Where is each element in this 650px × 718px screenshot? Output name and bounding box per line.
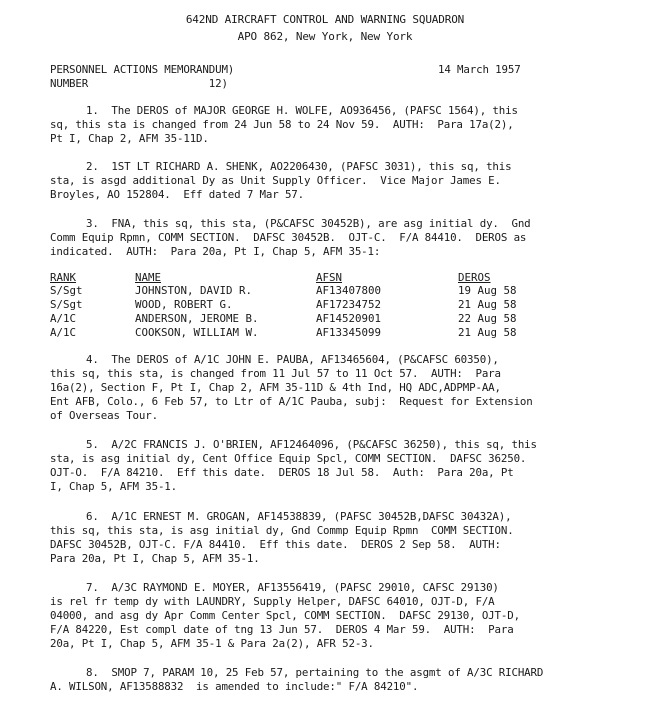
paragraph-line: Pt I, Chap 2, AFM 35-11D.: [50, 132, 209, 145]
paragraph-line: I, Chap 5, AFM 35-1.: [50, 480, 178, 493]
row-afsn: AF13345099: [316, 326, 382, 339]
paragraph-line: sq, this sta is changed from 24 Jun 58 to 24 Nov 59. AUTH: Para 17a(2),: [50, 118, 514, 131]
row-deros: 21 Aug 58: [458, 326, 517, 339]
memo-title-line2: NUMBER 12): [50, 77, 228, 90]
paragraph-line: 6. A/1C ERNEST M. GROGAN, AF14538839, (PAFSC 30452B,DAFSC 30432A),: [86, 510, 512, 523]
row-deros: 19 Aug 58: [458, 284, 517, 297]
paragraph-line: 1. The DEROS of MAJOR GEORGE H. WOLFE, AO936456, (PAFSC 1564), this: [86, 104, 518, 117]
column-header-rank: RANK: [50, 271, 77, 284]
paragraph-line: DAFSC 30452B, OJT-C. F/A 84410. Eff this date. DEROS 2 Sep 58. AUTH:: [50, 538, 501, 551]
paragraph-line: OJT-O. F/A 84210. Eff this date. DEROS 18 Jul 58. Auth: Para 20a, Pt: [50, 466, 514, 479]
paragraph-line: 5. A/2C FRANCIS J. O'BRIEN, AF12464096, (P&CAFSC 36250), this sq, this: [86, 438, 537, 451]
paragraph-line: A. WILSON, AF13588832 is amended to include:" F/A 84210".: [50, 680, 419, 693]
memo-title-line1: PERSONNEL ACTIONS MEMORANDUM): [50, 63, 235, 76]
paragraph-line: F/A 84220, Est compl date of tng 13 Jun 57. DEROS 4 Mar 59. AUTH: Para: [50, 623, 514, 636]
row-name: ANDERSON, JEROME B.: [135, 312, 259, 325]
paragraph-line: 2. 1ST LT RICHARD A. SHENK, AO2206430, (PAFSC 3031), this sq, this: [86, 160, 512, 173]
paragraph-line: this sq, this sta, is asg initial dy, Gnd Commp Equip Rpmn COMM SECTION.: [50, 524, 514, 537]
unit-heading: 642ND AIRCRAFT CONTROL AND WARNING SQUADRON: [185, 13, 465, 26]
row-deros: 21 Aug 58: [458, 298, 517, 311]
row-deros: 22 Aug 58: [458, 312, 517, 325]
memo-date: 14 March 1957: [438, 63, 521, 76]
paragraph-line: Broyles, AO 152804. Eff dated 7 Mar 57.: [50, 188, 305, 201]
paragraph-line: 4. The DEROS of A/1C JOHN E. PAUBA, AF13465604, (P&CAFSC 60350),: [86, 353, 499, 366]
paragraph-line: sta, is asg initial dy, Cent Office Equip Spcl, COMM SECTION. DAFSC 36250.: [50, 452, 527, 465]
row-name: COOKSON, WILLIAM W.: [135, 326, 259, 339]
paragraph-line: Comm Equip Rpmn, COMM SECTION. DAFSC 30452B. OJT-C. F/A 84410. DEROS as: [50, 231, 527, 244]
paragraph-line: is rel fr temp dy with LAUNDRY, Supply Helper, DAFSC 64010, OJT-D, F/A: [50, 595, 495, 608]
paragraph-line: sta, is asgd additional Dy as Unit Supply Officer. Vice Major James E.: [50, 174, 501, 187]
row-afsn: AF13407800: [316, 284, 382, 297]
paragraph-line: Ent AFB, Colo., 6 Feb 57, to Ltr of A/1C Pauba, subj: Request for Extension: [50, 395, 533, 408]
column-header-name: NAME: [135, 271, 162, 284]
row-name: JOHNSTON, DAVID R.: [135, 284, 253, 297]
row-rank: S/Sgt: [50, 298, 83, 311]
row-rank: A/1C: [50, 312, 77, 325]
paragraph-line: 16a(2), Section F, Pt I, Chap 2, AFM 35-11D & 4th Ind, HQ ADC,ADPMP-AA,: [50, 381, 501, 394]
column-header-afsn: AFSN: [316, 271, 343, 284]
paragraph-line: 8. SMOP 7, PARAM 10, 25 Feb 57, pertaining to the asgmt of A/3C RICHARD: [86, 666, 544, 679]
paragraph-line: this sq, this sta, is changed from 11 Jul 57 to 11 Oct 57. AUTH: Para: [50, 367, 501, 380]
paragraph-line: Para 20a, Pt I, Chap 5, AFM 35-1.: [50, 552, 260, 565]
paragraph-line: 7. A/3C RAYMOND E. MOYER, AF13556419, (PAFSC 29010, CAFSC 29130): [86, 581, 499, 594]
paragraph-line: indicated. AUTH: Para 20a, Pt I, Chap 5, AFM 35-1:: [50, 245, 381, 258]
paragraph-line: 20a, Pt I, Chap 5, AFM 35-1 & Para 2a(2), AFR 52-3.: [50, 637, 374, 650]
row-name: WOOD, ROBERT G.: [135, 298, 233, 311]
paragraph-line: 04000, and asg dy Apr Comm Center Spcl, COMM SECTION. DAFSC 29130, OJT-D,: [50, 609, 520, 622]
column-header-deros: DEROS: [458, 271, 491, 284]
row-rank: S/Sgt: [50, 284, 83, 297]
paragraph-line: 3. FNA, this sq, this sta, (P&CAFSC 30452B), are asg initial dy. Gnd: [86, 217, 531, 230]
row-afsn: AF14520901: [316, 312, 382, 325]
row-afsn: AF17234752: [316, 298, 382, 311]
paragraph-line: of Overseas Tour.: [50, 409, 158, 422]
unit-address: APO 862, New York, New York: [237, 30, 413, 43]
row-rank: A/1C: [50, 326, 77, 339]
